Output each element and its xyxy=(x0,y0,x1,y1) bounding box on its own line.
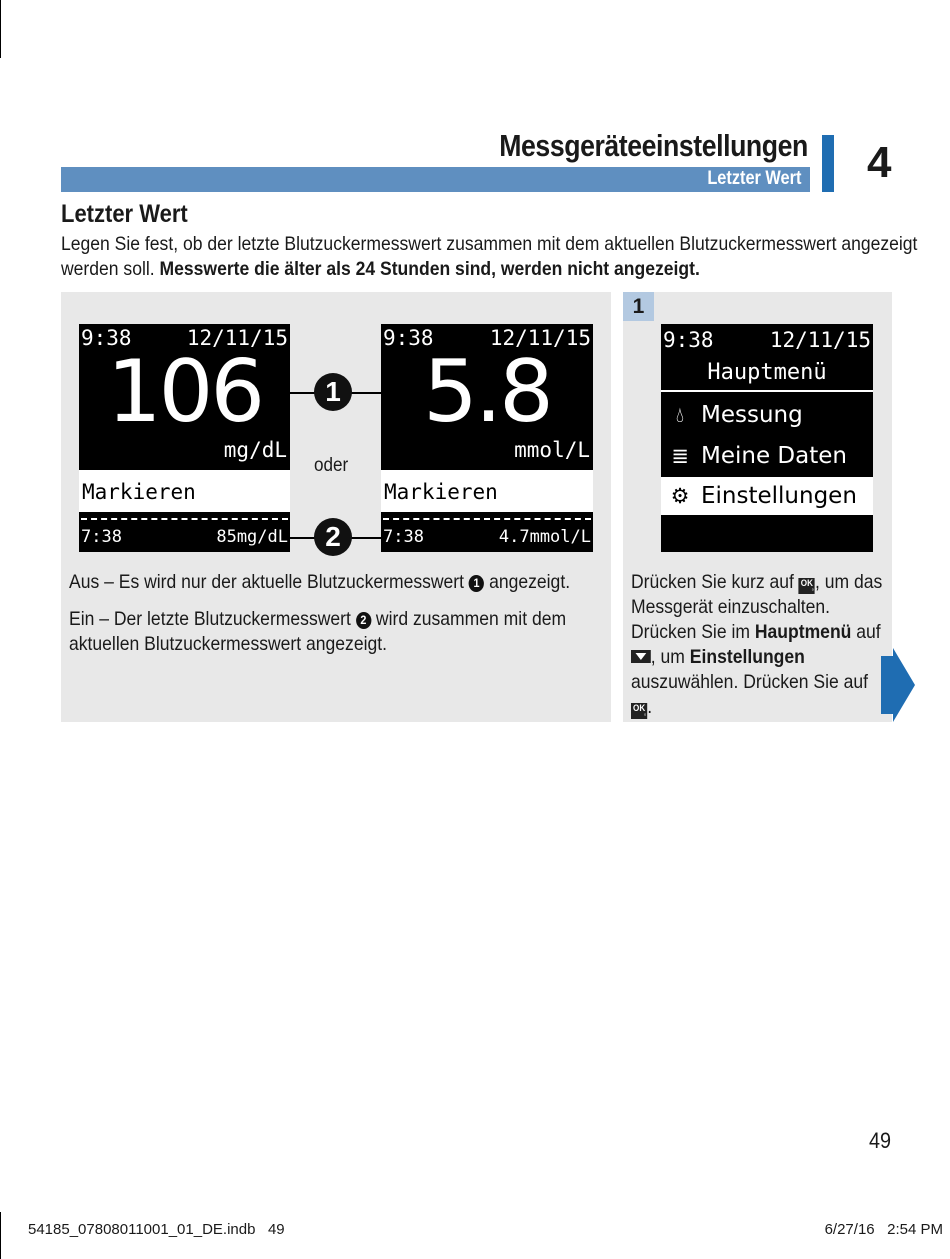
section-title: Letzter Wert xyxy=(61,200,188,228)
footer-file-info: 54185_07808011001_01_DE.indb 49 xyxy=(28,1221,285,1238)
drop-icon: 💧︎ xyxy=(675,403,685,427)
menu-title: Hauptmenü xyxy=(707,360,827,385)
menu-item-label: Einstellungen xyxy=(701,483,857,509)
menu-item-messung xyxy=(661,396,873,434)
menu-item-meine-daten xyxy=(661,437,873,475)
previous-value: 4.7mmol/L xyxy=(498,527,591,547)
aus-text-end: angezeigt. xyxy=(484,571,571,593)
crop-mark-bottom xyxy=(0,1212,1,1259)
screen-date: 12/11/15 xyxy=(489,326,591,350)
previous-value: 85mg/dL xyxy=(216,527,288,547)
mark-option: Markieren xyxy=(79,470,290,512)
option-aus-description xyxy=(69,570,600,595)
ok-button-icon: OK ◦ xyxy=(799,578,815,594)
callout-number-1: 1 xyxy=(314,373,352,411)
down-arrow-button-icon xyxy=(631,650,651,663)
chapter-number: 4 xyxy=(867,138,892,187)
instr-text: Drücken Sie kurz auf xyxy=(631,571,799,593)
menu-item-label: Meine Daten xyxy=(701,443,847,469)
screen-time: 9:38 xyxy=(663,328,714,352)
instr-text: , um das Messgerät einzuschalten. Drücken Sie im xyxy=(631,571,883,643)
ok-button-icon: OK ◦ xyxy=(631,703,647,719)
intro-bold-text: Messwerte die älter als 24 Stunden sind, werden nicht angezeigt. xyxy=(159,258,700,280)
instr-text: . xyxy=(647,696,653,718)
step-instructions xyxy=(631,570,888,720)
previous-time: 7:38 xyxy=(383,527,424,547)
dashed-divider xyxy=(81,518,288,520)
previous-time: 7:38 xyxy=(81,527,122,547)
main-menu-screen xyxy=(661,324,873,552)
ein-text: Ein – Der letzte Blutzuckermesswert xyxy=(69,608,356,630)
gear-icon: ⚙ xyxy=(670,484,690,508)
callout-ref-1: 1 xyxy=(469,575,484,592)
callout-ref-2: 2 xyxy=(356,612,371,629)
mark-option: Markieren xyxy=(381,470,593,512)
crop-mark-top xyxy=(0,0,1,58)
chapter-bar xyxy=(822,135,834,192)
aus-text: Aus – Es wird nur der aktuelle Blutzuckermesswert xyxy=(69,571,469,593)
option-ein-description xyxy=(69,607,600,657)
glucose-unit: mmol/L xyxy=(514,438,590,462)
next-page-arrow-icon xyxy=(881,648,915,722)
ein-text-end: wird zusammen mit dem aktuellen Blutzuckermesswert angezeigt. xyxy=(69,608,567,655)
meter-screen-mmol xyxy=(381,324,593,552)
instr-text: , um xyxy=(650,646,690,668)
screen-time: 9:38 xyxy=(383,326,434,350)
intro-text: Legen Sie fest, ob der letzte Blutzuckermesswert zusammen mit dem aktuellen Blutzuckermesswert angezeigt werden soll. xyxy=(61,233,918,280)
screen-time: 9:38 xyxy=(81,326,132,350)
data-icon: ≣ xyxy=(671,444,689,468)
menu-divider xyxy=(661,390,873,392)
header-bar xyxy=(61,167,810,192)
menu-item-label: Messung xyxy=(701,402,803,428)
glucose-unit: mg/dL xyxy=(223,438,287,462)
instr-bold: Einstellungen xyxy=(689,646,805,668)
dashed-divider xyxy=(383,518,591,520)
screen-date: 12/11/15 xyxy=(769,328,871,352)
screen-date: 12/11/15 xyxy=(186,326,288,350)
intro-paragraph xyxy=(61,232,939,282)
meter-screen-mgdl xyxy=(79,324,290,552)
instr-text: auf xyxy=(851,621,881,643)
instr-text: auszuwählen. Drücken Sie auf xyxy=(631,671,869,693)
glucose-value: 5.8 xyxy=(423,342,551,442)
page-number: 49 xyxy=(869,1128,892,1153)
footer-timestamp: 6/27/16 2:54 PM xyxy=(824,1221,943,1238)
instr-bold: Hauptmenü xyxy=(754,621,852,643)
glucose-value: 106 xyxy=(106,342,263,442)
or-label: oder xyxy=(314,455,349,476)
callout-number-2: 2 xyxy=(314,518,352,556)
menu-item-einstellungen xyxy=(661,477,873,515)
step-number-badge: 1 xyxy=(623,292,654,321)
header-subtitle: Letzter Wert xyxy=(706,168,801,189)
page-header-title: Messgeräteeinstellungen xyxy=(499,128,808,163)
